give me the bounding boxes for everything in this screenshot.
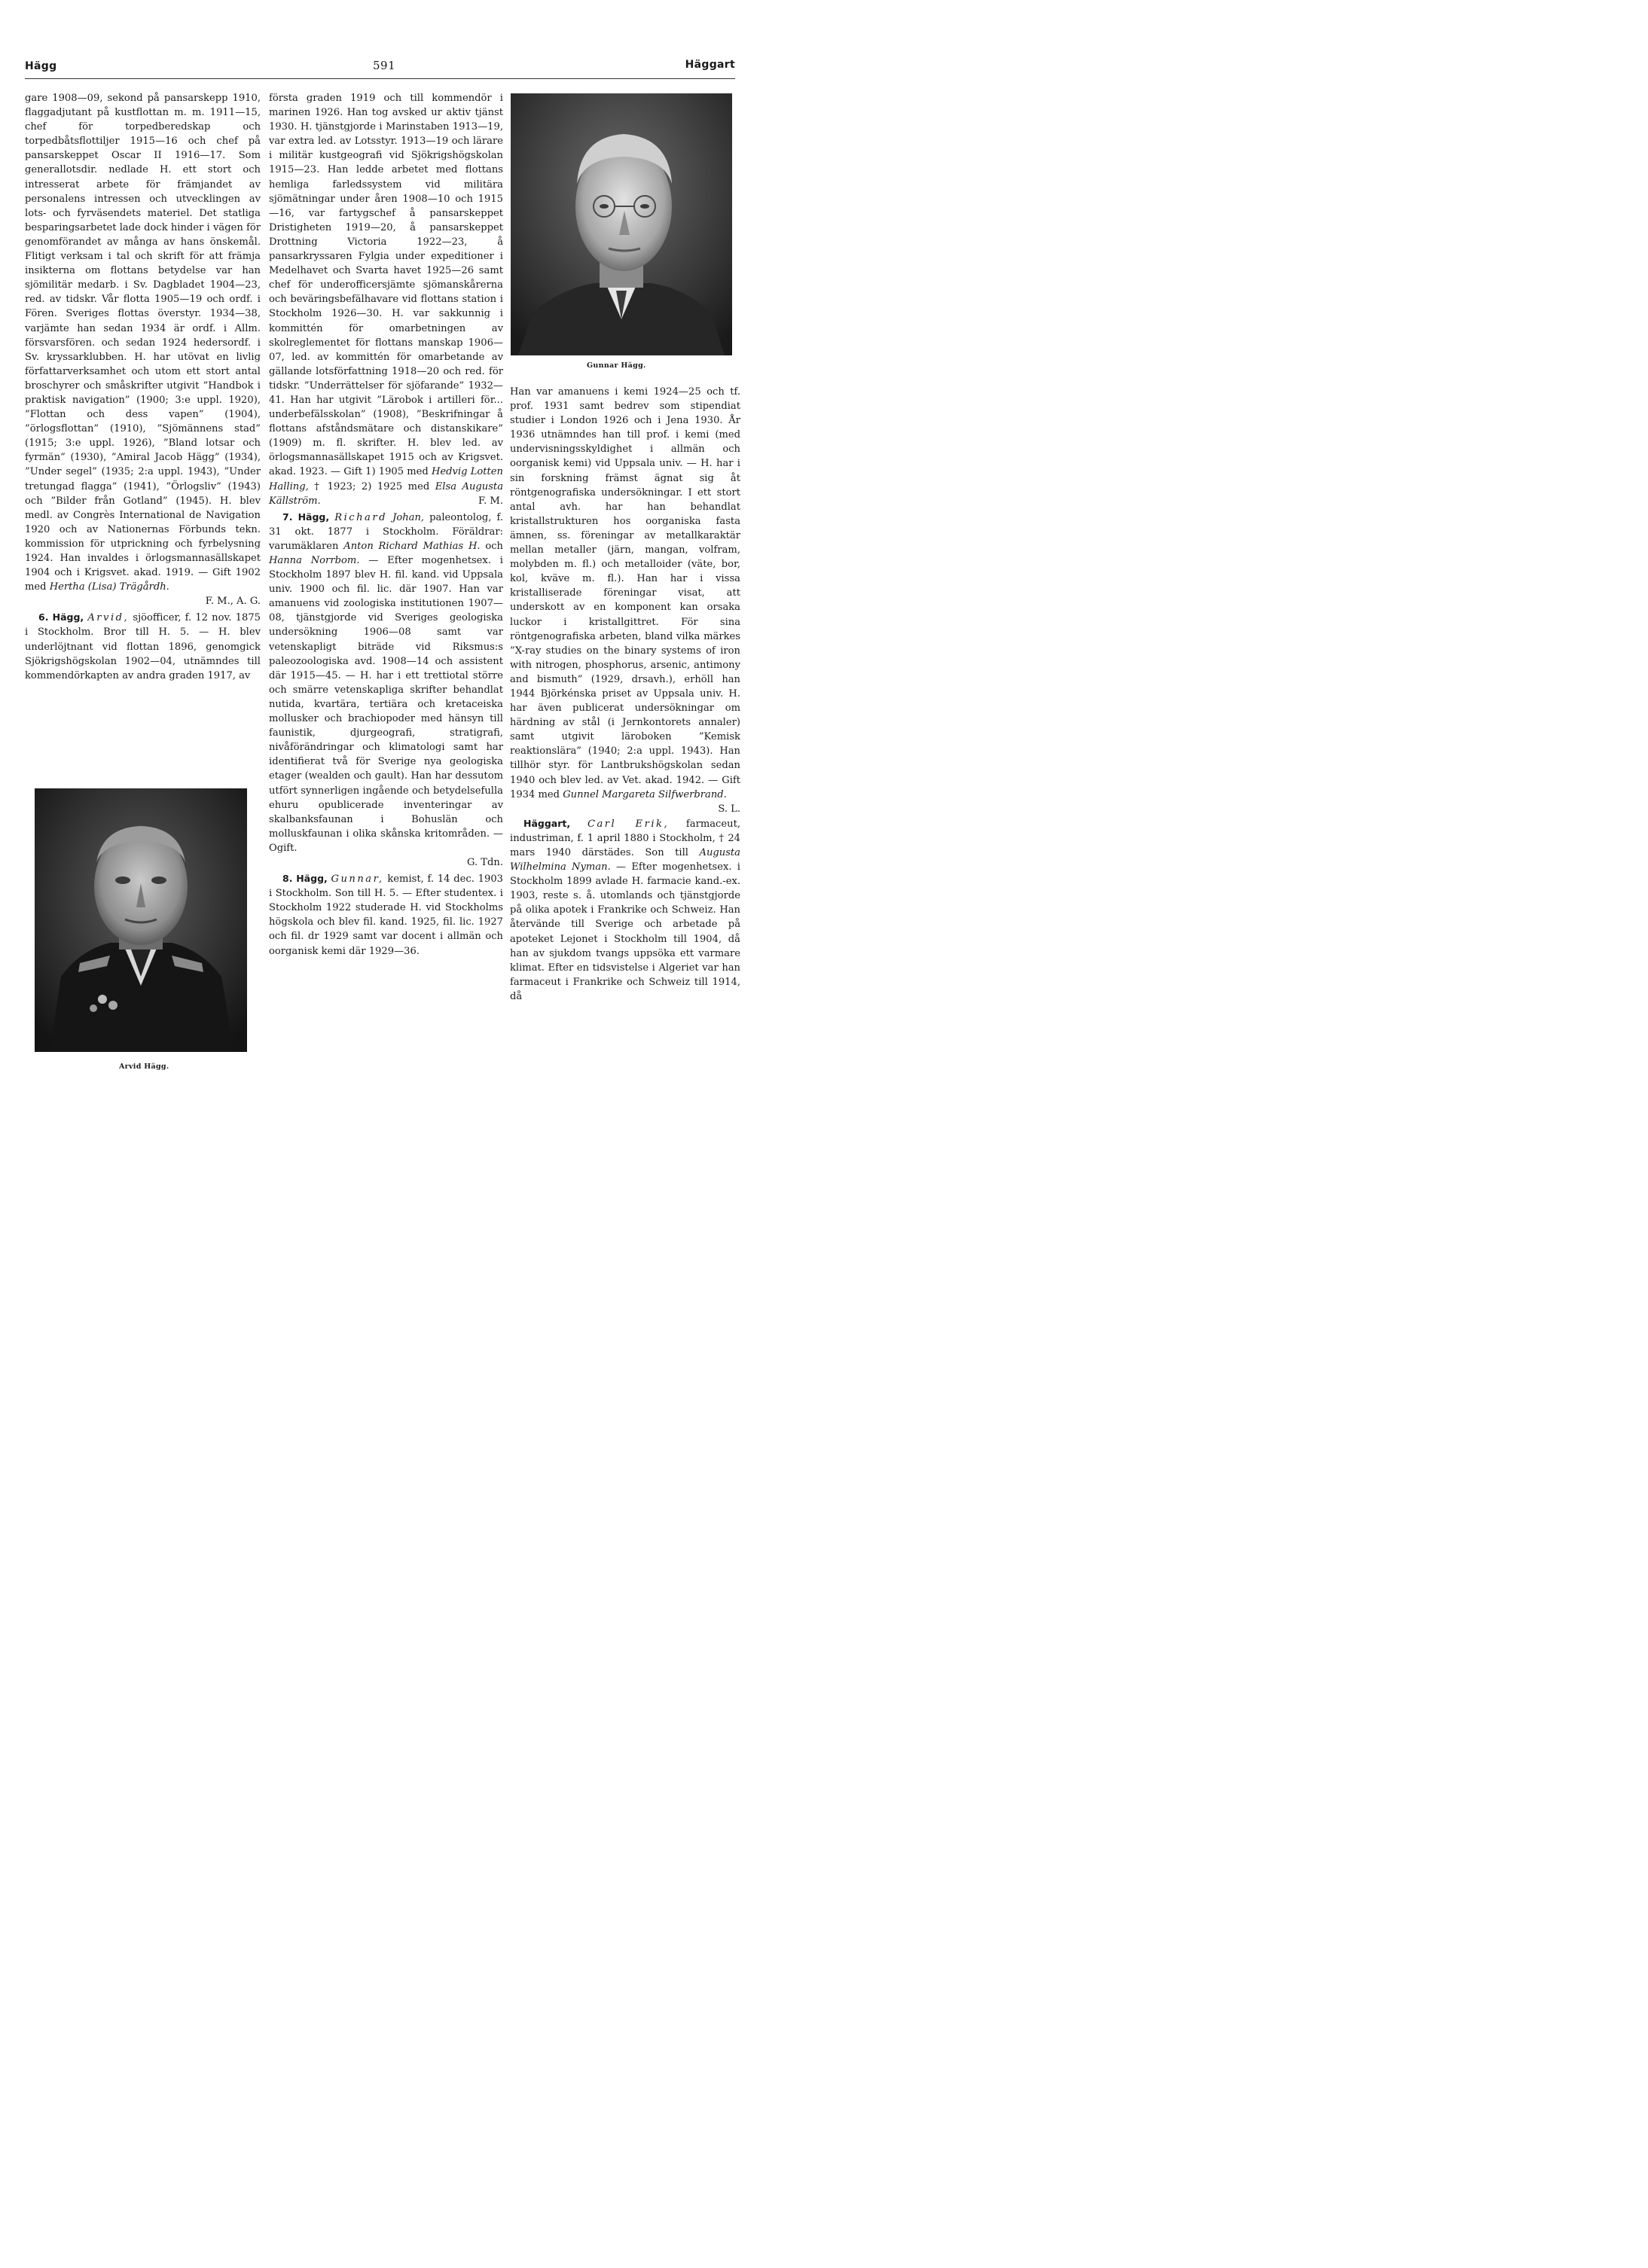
entry-7-second-name: Johan, (392, 511, 425, 523)
entry-5-signature: F. M., A. G. (205, 596, 261, 608)
entry-8-surname: Hägg, (296, 873, 328, 885)
entry-7-given-name: Richard (334, 511, 387, 523)
entry-8-signature: S. L. (718, 803, 740, 815)
entry-8-continuation (510, 385, 740, 815)
entry-haggart (510, 816, 740, 1004)
entry-8-number: 8. (282, 873, 293, 885)
entry-7-number: 7. (282, 511, 293, 523)
entry-6 (25, 610, 261, 682)
entry-6-continuation (269, 91, 503, 508)
entry-5-text: gare 1908—09, sekond på pansarskepp 1910, flaggadjutant på kustflottan m. m. 1911—15, chef för torpedberedskap och torpedbåtsflottiljer 1915—16 och chef på pansarskeppet Oscar II 1916—17. Som generallotsdir. nedlade H. ett stort och intresserat arbete för främjandet av personalens intressen och utvecklingen av lots- och fyrväsendets materiel. Det statliga besparingsarbetet lade dock hinder i vägen för genomförandet av många av hans önskemål. Flitigt verksam i tal och skrift för att främja insikterna om flottans betydelse var han sjömilitär medarb. i Sv. Dagbladet 1904—23, red. av tidskr. Vår flotta 1905—19 och ordf. i Fören. Sveriges flottas överstyr. 1934—38, varjämte han sedan 1934 är ordf. i Allm. försvarsfören. och sedan 1924 hedersordf. i Sv. kryssarklubben. H. har utövat en livlig författarverksamhet och utom ett stort antal broschyrer och småskrifter utgivit ”Handbok i praktisk navigation” (1900; 3:e uppl. 1920), ”Flottan och dess vapen” (1904), ”örlogsflottan” (1910), ”Sjömännens stad” (1915; 3:e uppl. 1926), ”Bland lotsar och fyrmän” (1930), ”Amiral Jacob Hägg” (1934), ”Under segel” (1935; 2:a uppl. 1943), ”Under tretungad flagga” (1941), ”Örlogsliv” (1943) och ”Bilder från Gotland” (1945). H. blev medl. av Congrès International de Navigation 1920 och av Nationernas Förbunds tekn. kommission för utprickning och fyrbelysning 1924. Han invaldes i örlogsmannasällskapet 1904 och i Krigsvet. akad. 1919. — Gift 1902 med (25, 93, 261, 593)
entry-6-spouse-2: Elsa Augusta Källström. (269, 480, 503, 507)
entry-6-spouse-1: Hedvig Lotten Halling, (269, 466, 503, 492)
portrait-gunnar-image (511, 93, 732, 355)
entry-6-number: 6. (38, 611, 49, 623)
caption-arvid-hagg: Arvid Hägg. (119, 1062, 169, 1071)
entry-8-given-name: Gunnar, (331, 873, 384, 886)
entry-7-parent-2: Hanna Norrbom. (269, 555, 360, 566)
entry-6-signature: F. M. (478, 495, 503, 507)
entry-haggart-given-name: Carl Erik, (587, 818, 670, 830)
header-left-keyword: Hägg (25, 60, 57, 72)
entry-8 (269, 871, 503, 959)
entry-6-given-name: Arvid, (87, 612, 130, 624)
caption-gunnar-hagg: Gunnar Hägg. (587, 361, 646, 370)
entry-haggart-text-b: — Efter mogenhetsex. i Stockholm 1899 avlade H. farmacie kand.-ex. 1903, reste s. å. utomlands och tjänstgjorde på olika apotek i Frankrike och Schweiz. Han återvände till Sverige och arbetade på apoteket Lejonet i Stockholm till 1904, då han av sjukdom tvangs uppsöka ett varmare klimat. Efter en tidsvistelse i Algeriet var han farmaceut i Frankrike och Schweiz till 1914, då (510, 861, 740, 1002)
column-3 (510, 385, 740, 1004)
entry-7-surname: Hägg, (298, 511, 330, 523)
column-1 (25, 91, 261, 683)
entry-6-text-continued: första graden 1919 och till kommendör i marinen 1926. Han tog avsked ur aktiv tjänst 1930. H. tjänstgjorde i Marinstaben 1913—19, var extra led. av Lotsstyr. 1913—19 och lärare i militär kustgeografi vid Sjökrigshögskolan 1915—23. Han ledde arbetet med flottans hemliga farledssystem vid militära sjömätningar under åren 1908—10 och 1915—16, var fartygschef å pansarskeppet Dristigheten 1919—20, å pansarskeppet Drottning Victoria 1922—23, å pansarkryssaren Fylgia under expeditioner i Medelhavet och Svarta havet 1925—26 samt chef för underofficersjämte sjömanskårerna och beväringsbefälhavare vid flottans station i Stockholm 1926—30. H. var sakkunnig i kommittén för omarbetningen av skolreglementet för flottans manskap 1906—07, led. av kommittén för omarbetande av gällande lotsförfattning 1918—20 och red. för tidskr. ”Underrättelser för sjöfarande” 1932—41. Han har utgivit ”Lärobok i artilleri för... underbefälsskolan” (1908), ”Beskrifningar å flottans afståndsmätare och distanskikare” (1909) m. fl. skrifter. H. blev led. av örlogsmannasällskapet 1915 och av Krigsvet. akad. 1923. — Gift 1) 1905 med (269, 93, 503, 478)
header-right-keyword: Häggart (685, 59, 735, 71)
entry-8-text: kemist, f. 14 dec. 1903 i Stockholm. Son till H. 5. — Efter studentex. i Stockholm 1922 studerade H. vid Stockholms högskola och blev fil. kand. 1925, fil. lic. 1927 och fil. dr 1929 samt var docent i allmän och oorganisk kemi där 1929—36. (269, 873, 503, 957)
page-number: 591 (373, 59, 396, 72)
entry-6-text-middle: † 1923; 2) 1925 med (314, 480, 430, 492)
entry-7-text-b: — Efter mogenhetsex. i Stockholm 1897 blev H. fil. kand. vid Uppsala univ. 1900 och fil. lic. där 1907. Han var amanuens vid zoologiska institutionen 1907—08, tjänstgjorde vid Sveriges geologiska undersökning 1906—08 samt var vetenskapligt biträde vid Riksmus:s paleozoologiska avd. 1908—14 och assistent där 1915—45. — H. har i ett trettiotal större och smärre vetenskapliga skrifter behandlat nutida, kvartära, tertiära och kretaceiska mollusker och brachiopoder med hänsyn till faunistik, djurgeografi, stratigrafi, nivåförändringar och klimatologi samt har identifierat två för Sverige nya geologiska etager (wealden och gault). Han har dessutom utfört synnerligen ingående och betydelsefulla ehuru opublicerade inventeringar av skalbanksfaunan i Bohuslän och molluskfaunan i olika skånska kritområden. — Ogift. (269, 555, 503, 854)
entry-haggart-text-a: farmaceut, industriman, f. 1 april 1880 i Stockholm, † 24 mars 1940 därstädes. Son till (510, 818, 740, 858)
entry-haggart-parent: Augusta Wilhelmina Nyman. (510, 847, 740, 873)
portrait-gunnar-hagg (511, 93, 732, 355)
entry-5-continuation (25, 91, 261, 594)
entry-6-surname: Hägg, (52, 611, 84, 623)
entry-7-parent-1: Anton Richard Mathias H. (343, 540, 481, 552)
entry-8-spouse: Gunnel Margareta Silfwerbrand. (563, 788, 727, 800)
portrait-arvid-image (35, 788, 247, 1052)
entry-7-signature: G. Tdn. (466, 856, 503, 868)
header-rule (25, 78, 735, 79)
portrait-arvid-hagg (35, 788, 247, 1052)
entry-8-text-continued: Han var amanuens i kemi 1924—25 och tf. prof. 1931 samt bedrev som stipendiat studier i London 1926 och i Jena 1930. År 1936 utnämndes han till prof. i kemi (med undervisningsskyldighet i allmän och oorganisk kemi) vid Uppsala univ. — H. har i sin forskning främst ägnat sig åt röntgenografiska undersökningar. I ett stort antal avh. har han behandlat kristallstrukturen hos oorganiska fasta ämnen, ss. föreningar av metallkaraktär mellan metaller (järn, mangan, volfram, molybden m. fl.) och metalloider (väte, bor, kol, kväve m. fl.). Han har i vissa kristalliserade föreningar visat, att underskott av en komponent kan orsaka luckor i kristallgittret. För sina röntgenografiska arbeten, bland vilka märkes ”X-ray studies on the binary systems of iron with nitrogen, phosphorus, arsenic, antimony and bismuth” (1929, drsavh.), erhöll han 1944 Björkénska priset av Uppsala univ. H. har även publicerat undersökningar om härdning av stål (i Jernkontorets annaler) samt utgivit läroboken ”Kemisk reaktionslära” (1940; 2:a uppl. 1943). Han tillhör styr. för Lantbrukshögskolan sedan 1940 och blev led. av Vet. akad. 1942. — Gift 1934 med (510, 386, 740, 800)
page-header (25, 59, 735, 78)
entry-7-text-a: paleontolog, f. 31 okt. 1877 i Stockholm. Föräldrar: varumäklaren (269, 511, 504, 552)
entry-haggart-surname: Häggart, (523, 817, 571, 829)
entry-7-and: och (485, 540, 503, 552)
entry-6-text: sjöofficer, f. 12 nov. 1875 i Stockholm. Bror till H. 5. — H. blev underlöjtnant vid flottan 1896, genomgick Sjökrigshögskolan 1902—04, utnämndes till kommendörkapten av andra graden 1917, av (25, 612, 261, 681)
column-2 (269, 91, 503, 959)
entry-7 (269, 510, 503, 855)
entry-5-spouse: Hertha (Lisa) Trägårdh. (49, 581, 169, 593)
